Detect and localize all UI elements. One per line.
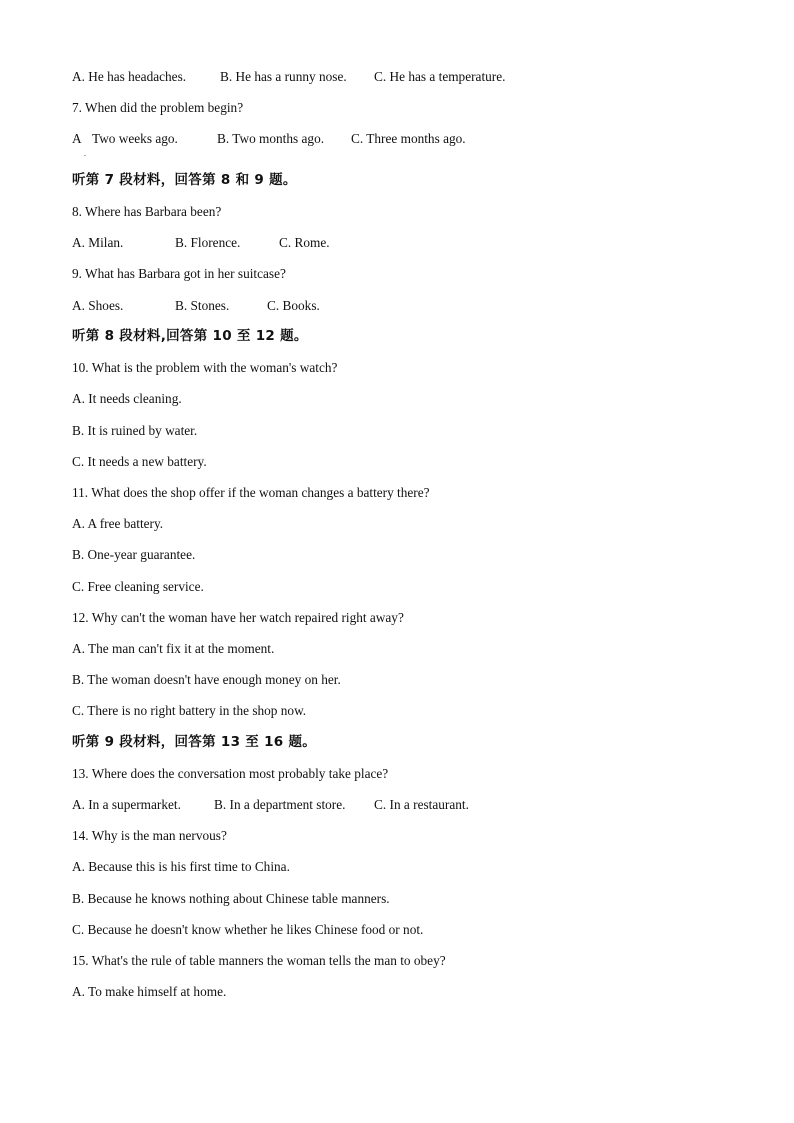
q10-option-c: C. It needs a new battery. xyxy=(72,454,207,469)
q6-option-c: C. He has a temperature. xyxy=(374,69,506,84)
q14-option-b: B. Because he knows nothing about Chinese table manners. xyxy=(72,891,390,906)
q7-option-c: C. Three months ago. xyxy=(351,131,466,146)
q12-option-c: C. There is no right battery in the shop now. xyxy=(72,703,307,718)
q14-question: 14. Why is the man nervous? xyxy=(72,828,227,843)
stray-dot: . xyxy=(84,149,86,158)
q9-question: 9. What has Barbara got in her suitcase? xyxy=(72,266,286,281)
q6-option-a: A. He has headaches. xyxy=(72,69,187,84)
q13-option-b: B. In a department store. xyxy=(214,797,346,812)
q14-option-a: A. Because this is his first time to China. xyxy=(72,859,290,874)
q9-option-c: C. Books. xyxy=(267,298,320,313)
q15-option-a: A. To make himself at home. xyxy=(72,984,227,999)
q12-option-a: A. The man can't fix it at the moment. xyxy=(72,641,275,656)
q7-option-a-letter: A xyxy=(72,131,82,146)
q9-option-a: A. Shoes. xyxy=(72,298,124,313)
q8-question: 8. Where has Barbara been? xyxy=(72,204,222,219)
q15-question: 15. What's the rule of table manners the woman tells the man to obey? xyxy=(72,953,446,968)
q13-option-a: A. In a supermarket. xyxy=(72,797,181,812)
q7-question: 7. When did the problem begin? xyxy=(72,100,244,115)
q10-option-a: A. It needs cleaning. xyxy=(72,391,182,406)
q13-question: 13. Where does the conversation most probably take place? xyxy=(72,766,389,781)
q7-option-a: Two weeks ago. xyxy=(92,131,178,146)
q8-option-c: C. Rome. xyxy=(279,235,330,250)
q13-option-c: C. In a restaurant. xyxy=(374,797,469,812)
q14-option-c: C. Because he doesn't know whether he likes Chinese food or not. xyxy=(72,922,424,937)
section-9-heading: 听第 9 段材料，回答第 13 至 16 题。 xyxy=(72,734,317,750)
section-7-heading: 听第 7 段材料，回答第 8 和 9 题。 xyxy=(72,172,297,188)
q11-option-c: C. Free cleaning service. xyxy=(72,579,204,594)
q11-option-a: A. A free battery. xyxy=(72,516,164,531)
q9-option-b: B. Stones. xyxy=(175,298,230,313)
q10-question: 10. What is the problem with the woman's watch? xyxy=(72,360,338,375)
q11-option-b: B. One-year guarantee. xyxy=(72,547,196,562)
q11-question: 11. What does the shop offer if the woman changes a battery there? xyxy=(72,485,430,500)
q12-option-b: B. The woman doesn't have enough money on her. xyxy=(72,672,341,687)
q7-option-b: B. Two months ago. xyxy=(217,131,325,146)
q8-option-b: B. Florence. xyxy=(175,235,241,250)
section-8-heading: 听第 8 段材料,回答第 10 至 12 题。 xyxy=(72,328,308,344)
q10-option-b: B. It is ruined by water. xyxy=(72,423,198,438)
q8-option-a: A. Milan. xyxy=(72,235,124,250)
q6-option-b: B. He has a runny nose. xyxy=(220,69,347,84)
q12-question: 12. Why can't the woman have her watch repaired right away? xyxy=(72,610,404,625)
